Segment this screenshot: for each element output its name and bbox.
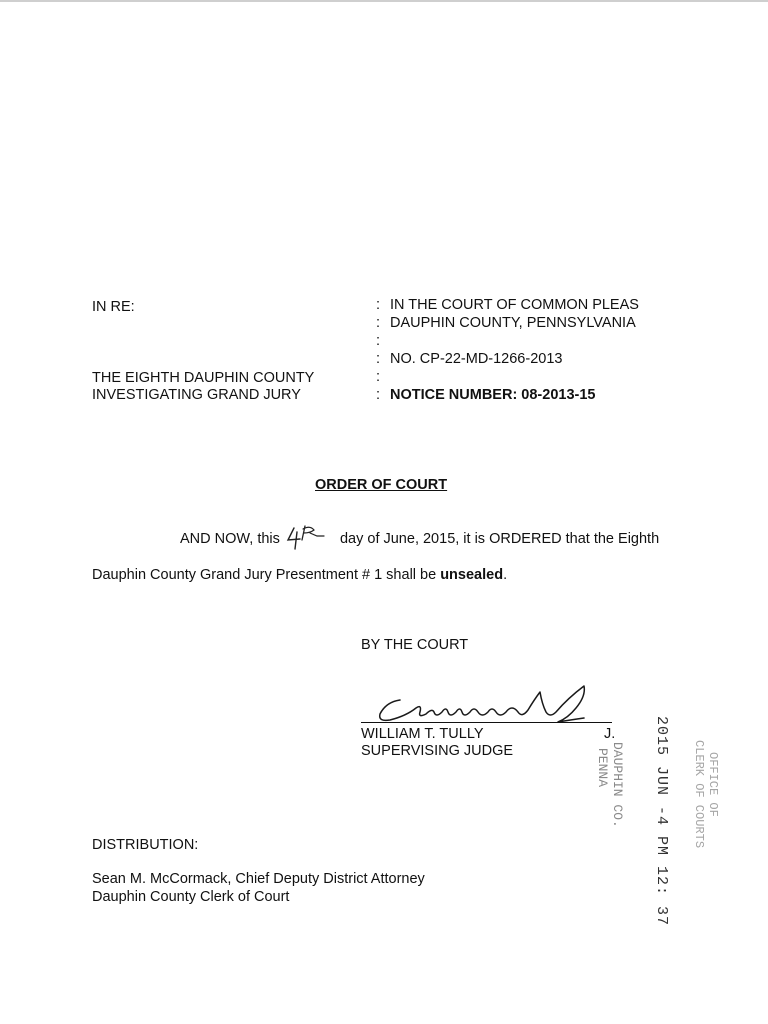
stamp-office-2: PENNA bbox=[595, 748, 610, 788]
judge-suffix: J. bbox=[604, 726, 616, 742]
caption-colon: : bbox=[376, 315, 381, 331]
judge-name: WILLIAM T. TULLY bbox=[361, 726, 484, 742]
party-name-line-1: THE EIGHTH DAUPHIN COUNTY bbox=[92, 370, 315, 386]
stamp-date: 2015 JUN -4 PM 12: 37 bbox=[653, 716, 670, 927]
stamp-office-3: OFFICE OF bbox=[706, 752, 720, 817]
filing-stamp bbox=[580, 716, 730, 927]
caption-colon: : bbox=[376, 351, 381, 367]
order-text-unsealed: unsealed bbox=[440, 567, 504, 583]
handwritten-day bbox=[284, 530, 336, 548]
signature-line bbox=[361, 722, 612, 723]
order-paragraph-line-1 bbox=[180, 530, 659, 548]
court-name-line-2: DAUPHIN COUNTY, PENNSYLVANIA bbox=[390, 315, 636, 331]
caption-colon: : bbox=[376, 333, 381, 349]
handwritten-day-mark bbox=[284, 522, 340, 552]
by-the-court: BY THE COURT bbox=[361, 637, 469, 653]
caption-colon: : bbox=[376, 369, 381, 385]
order-text-intro: AND NOW, this bbox=[180, 531, 280, 547]
order-title: ORDER OF COURT bbox=[315, 477, 448, 493]
distribution-heading: DISTRIBUTION: bbox=[92, 837, 199, 853]
order-text-presentment: Dauphin County Grand Jury Presentment # 1 shall be bbox=[92, 567, 441, 583]
court-name-line-1: IN THE COURT OF COMMON PLEAS bbox=[390, 297, 639, 313]
docket-number: NO. CP-22-MD-1266-2013 bbox=[390, 351, 563, 367]
judge-title: SUPERVISING JUDGE bbox=[361, 743, 514, 759]
scan-top-edge bbox=[0, 0, 768, 2]
party-name-line-2: INVESTIGATING GRAND JURY bbox=[92, 387, 301, 403]
caption-colon: : bbox=[376, 297, 381, 313]
distribution-item: Dauphin County Clerk of Court bbox=[92, 889, 290, 905]
order-text-period: . bbox=[503, 567, 508, 583]
order-paragraph-line-2 bbox=[92, 566, 507, 584]
distribution-item: Sean M. McCormack, Chief Deputy District Attorney bbox=[92, 871, 425, 887]
notice-number: NOTICE NUMBER: 08-2013-15 bbox=[390, 387, 596, 403]
order-text-date: day of June, 2015, it is ORDERED that the Eighth bbox=[339, 531, 660, 547]
stamp-office-4: CLERK OF COURTS bbox=[692, 740, 706, 849]
caption-colon: : bbox=[376, 387, 381, 403]
in-re-label: IN RE: bbox=[92, 299, 135, 315]
stamp-office-1: DAUPHIN CO. bbox=[610, 742, 625, 828]
